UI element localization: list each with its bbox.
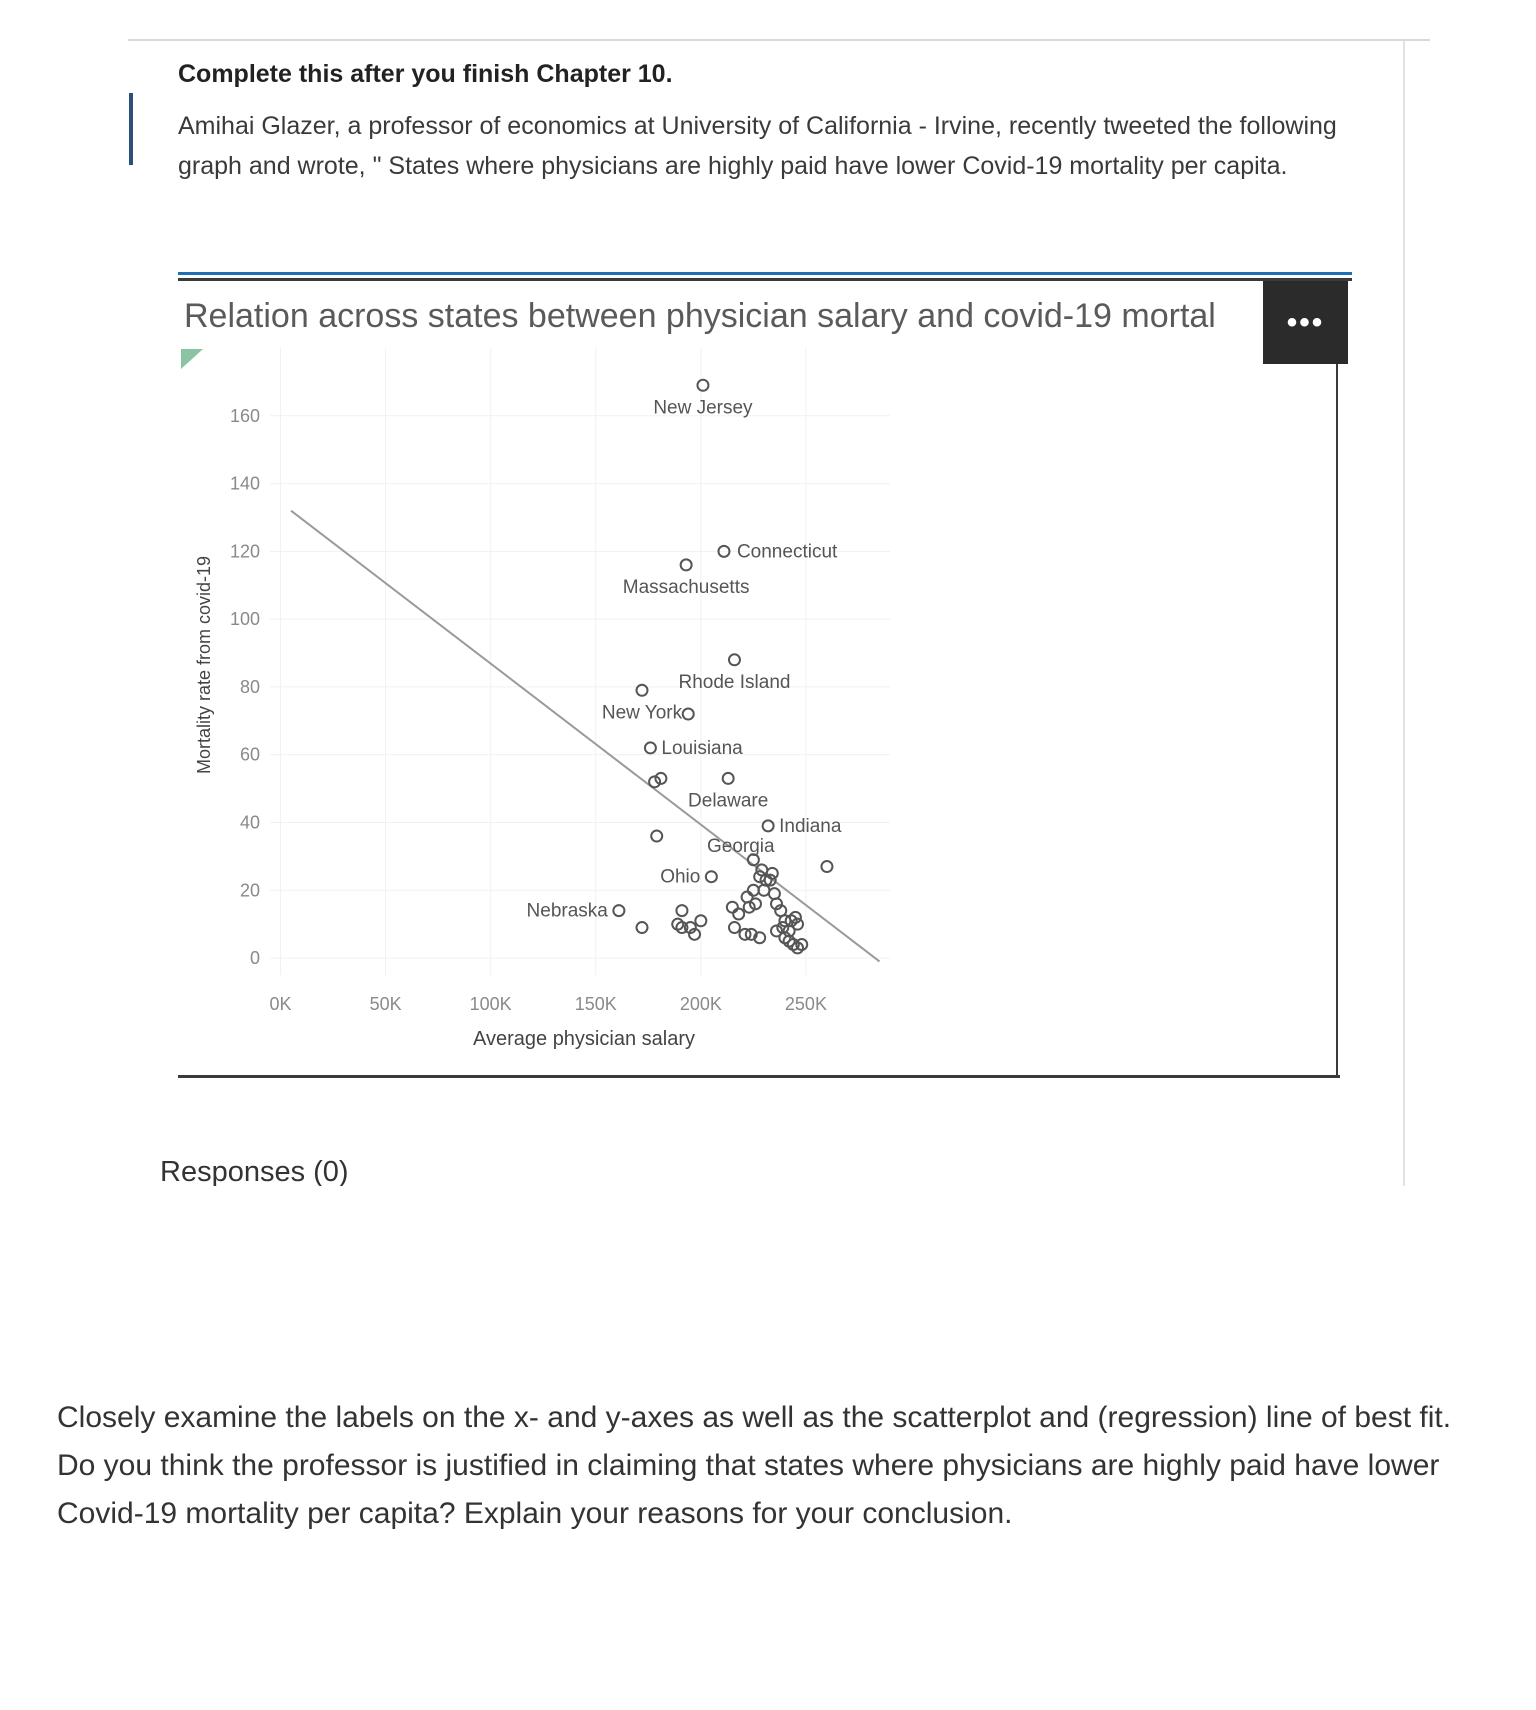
question-text: Closely examine the labels on the x- and y-axes as well as the scatterplot and (regression) line of best fit. Do you think the professor is justified in claiming that states where physicians are highly paid have lower Covid-19 mortality per capita? Explain your reasons for your conclusion.	[57, 1401, 1452, 1530]
data-point	[613, 905, 624, 916]
data-point	[767, 868, 778, 879]
x-axis-label: Average physician salary	[473, 1028, 695, 1050]
trend-line	[291, 511, 879, 962]
intro-text: Amihai Glazer, a professor of economics at University of California - Irvine, recently tweeted the following graph and wrote, " States where physicians are highly paid have lower Covid-19 mortality per capita.	[178, 112, 1337, 180]
data-point	[723, 773, 734, 784]
heading: Complete this after you finish Chapter 10.	[178, 60, 673, 88]
data-point	[676, 905, 687, 916]
data-point	[681, 559, 692, 570]
data-point	[821, 861, 832, 872]
x-axis-ticks	[269, 994, 826, 1014]
point-label: Indiana	[779, 815, 842, 837]
data-points	[613, 380, 832, 954]
data-point	[683, 709, 694, 720]
x-tick-label: 200K	[679, 994, 722, 1014]
data-point	[697, 380, 708, 391]
point-label: Nebraska	[526, 900, 608, 922]
x-tick-label: 250K	[784, 994, 827, 1014]
point-label: New Jersey	[653, 397, 753, 419]
x-tick-label: 0K	[269, 994, 292, 1014]
data-point	[645, 742, 656, 753]
y-tick-label: 160	[229, 405, 260, 426]
responses-heading: Responses (0)	[160, 1156, 349, 1186]
data-point	[727, 902, 738, 913]
y-tick-label: 60	[239, 744, 260, 765]
data-point	[729, 654, 740, 665]
point-label: Massachusetts	[622, 576, 750, 598]
y-axis-ticks	[230, 406, 260, 968]
y-tick-label: 80	[239, 676, 260, 697]
point-labels	[527, 397, 842, 921]
data-point	[729, 922, 740, 933]
chart-corner-marker	[181, 349, 203, 369]
y-tick-label: 0	[249, 948, 260, 969]
x-tick-label: 100K	[469, 994, 512, 1014]
point-label: Georgia	[706, 836, 775, 858]
x-tick-label: 150K	[574, 994, 617, 1014]
data-point	[637, 922, 648, 933]
point-label: New York	[601, 702, 683, 724]
grid-lines	[270, 348, 890, 975]
x-tick-label: 50K	[369, 994, 402, 1014]
y-tick-label: 120	[229, 541, 260, 562]
y-tick-label: 100	[229, 609, 260, 630]
data-point	[742, 892, 753, 903]
data-point	[733, 908, 744, 919]
point-label: Ohio	[660, 866, 701, 888]
point-label: Connecticut	[736, 541, 838, 563]
y-tick-label: 40	[239, 812, 260, 833]
chart-title: Relation across states between physician salary and covid-19 mortal	[184, 297, 1216, 335]
data-point	[706, 871, 717, 882]
y-tick-label: 20	[239, 880, 260, 901]
point-label: Rhode Island	[678, 671, 791, 693]
y-tick-label: 140	[229, 473, 260, 494]
y-axis-label: Mortality rate from covid-19	[194, 555, 214, 775]
more-options-button[interactable]: •••	[1263, 281, 1348, 364]
data-point	[651, 831, 662, 842]
point-label: Louisiana	[661, 737, 743, 759]
point-label: Delaware	[688, 790, 769, 812]
